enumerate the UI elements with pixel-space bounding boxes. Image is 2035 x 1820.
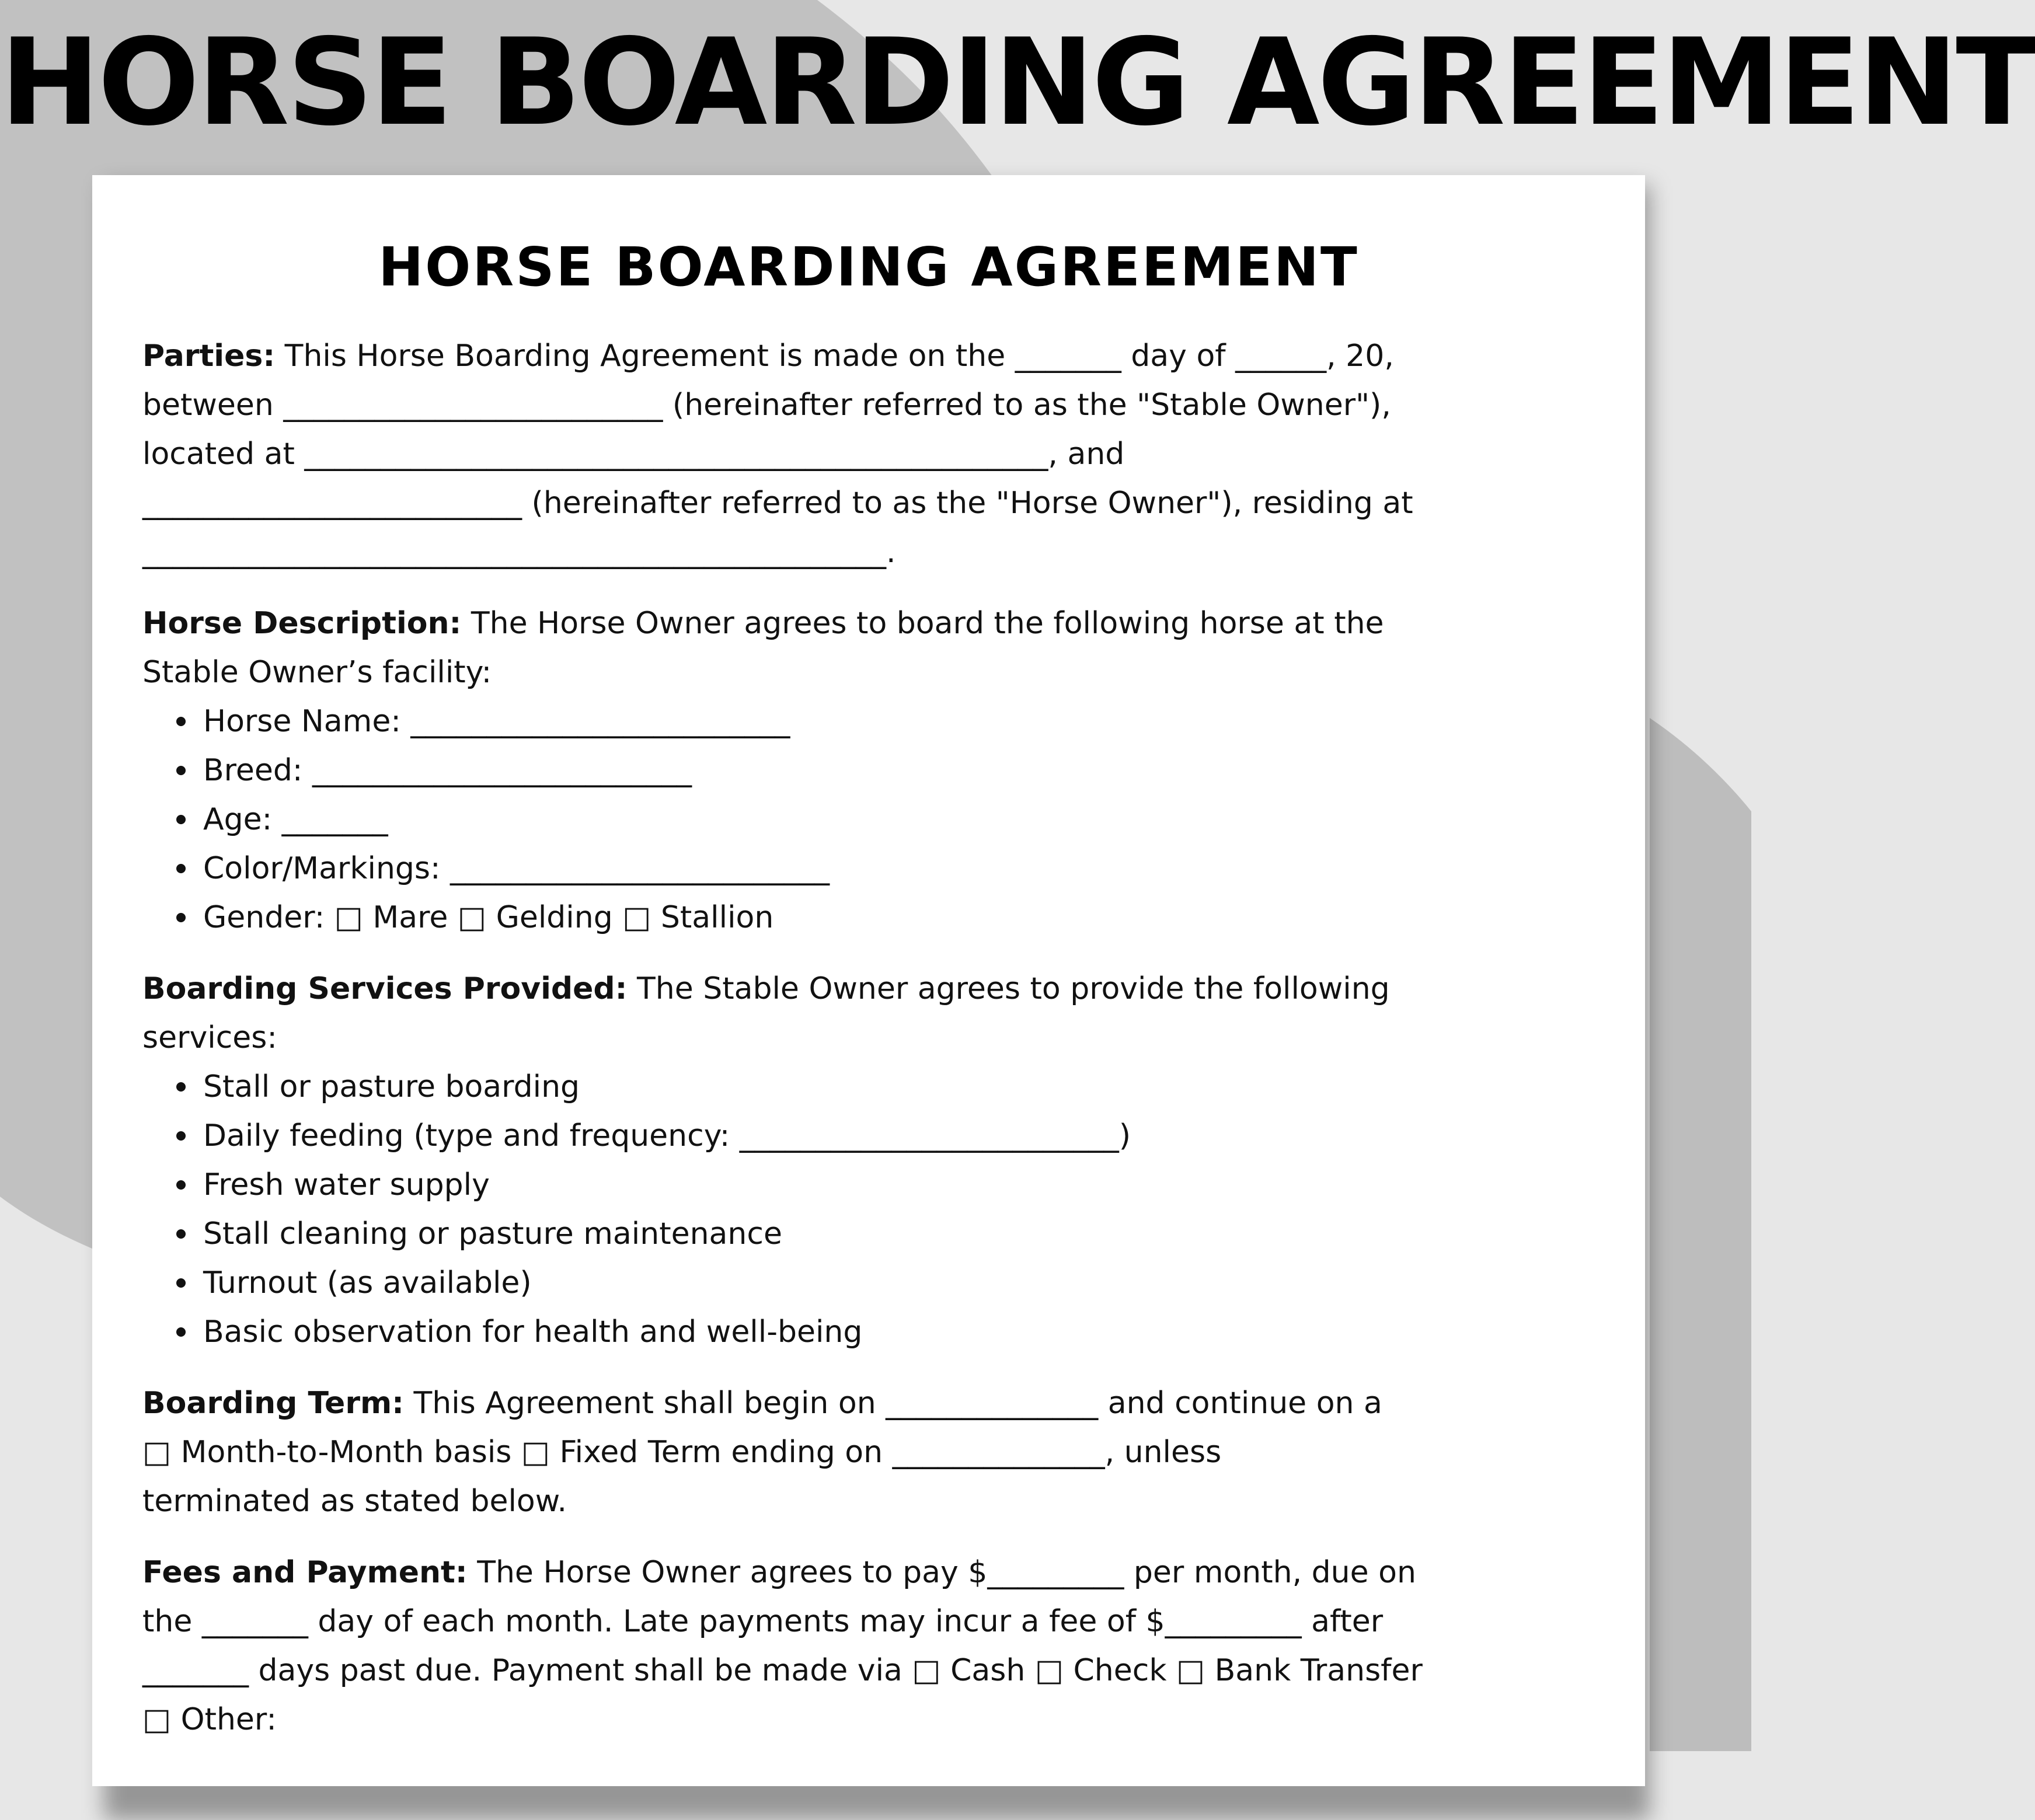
list-item: Basic observation for health and well-being: [176, 1308, 1595, 1357]
services-line-2: services:: [142, 1020, 277, 1055]
fees-section: [142, 1548, 1595, 1744]
list-item: Breed: _________________________: [176, 746, 1595, 795]
parties-line-1: [142, 332, 1595, 381]
list-item: Stall or pasture boarding: [176, 1062, 1595, 1111]
parties-line-5: _________________________________________________.: [142, 535, 896, 570]
services-section: [142, 964, 1595, 1357]
fees-line-3: _______ days past due. Payment shall be made via □ Cash □ Check □ Bank Transfer: [142, 1653, 1423, 1688]
parties-line-3: located at _________________________________________________, and: [142, 437, 1125, 472]
fees-line-4: □ Other:: [142, 1702, 277, 1737]
fees-line-2: the _______ day of each month. Late payments may incur a fee of $_________ after: [142, 1604, 1384, 1639]
document-page: [92, 175, 1645, 1786]
boarding-term-line-2: □ Month-to-Month basis □ Fixed Term ending on ______________, unless: [142, 1435, 1222, 1470]
parties-section: [142, 332, 1595, 577]
horse-description-line-1: [142, 599, 1595, 648]
fees-label: Fees and Payment:: [142, 1555, 468, 1590]
document-title: HORSE BOARDING AGREEMENT: [378, 236, 1359, 298]
list-item: Turnout (as available): [176, 1258, 1595, 1308]
boarding-term-text-1: This Agreement shall begin on ______________ and continue on a: [403, 1386, 1382, 1421]
list-item: Fresh water supply: [176, 1160, 1595, 1209]
horse-description-line-2: Stable Owner’s facility:: [142, 655, 492, 690]
boarding-term-section: [142, 1379, 1595, 1526]
boarding-term-label: Boarding Term:: [142, 1386, 404, 1421]
list-item: Gender: □ Mare □ Gelding □ Stallion: [176, 893, 1595, 942]
horse-description-section: [142, 599, 1595, 942]
horse-description-label: Horse Description:: [142, 606, 462, 641]
list-item: Age: _______: [176, 795, 1595, 844]
parties-text-1: This Horse Boarding Agreement is made on the _______ day of ______, 20,: [275, 339, 1394, 374]
parties-line-2: between _________________________ (hereinafter referred to as the "Stable Owner"),: [142, 388, 1391, 423]
horse-description-text-1: The Horse Owner agrees to board the following horse at the: [461, 606, 1384, 641]
services-line-1: [142, 964, 1595, 1013]
list-item: Horse Name: _________________________: [176, 697, 1595, 746]
services-list: [142, 1062, 1595, 1357]
horse-description-list: [142, 697, 1595, 942]
list-item: Stall cleaning or pasture maintenance: [176, 1209, 1595, 1258]
fees-text-1: The Horse Owner agrees to pay $_________ per month, due on: [467, 1555, 1416, 1590]
banner-title: HORSE BOARDING AGREEMENT: [0, 13, 2035, 152]
services-label: Boarding Services Provided:: [142, 971, 628, 1006]
boarding-term-line-1: [142, 1379, 1595, 1428]
fees-line-1: [142, 1548, 1595, 1597]
parties-line-4: _________________________ (hereinafter referred to as the "Horse Owner"), residing at: [142, 486, 1413, 521]
list-item: Color/Markings: _________________________: [176, 844, 1595, 893]
services-text-1: The Stable Owner agrees to provide the following: [627, 971, 1390, 1006]
parties-label: Parties:: [142, 339, 276, 374]
list-item: Daily feeding (type and frequency: _________________________): [176, 1111, 1595, 1160]
boarding-term-line-3: terminated as stated below.: [142, 1484, 567, 1519]
